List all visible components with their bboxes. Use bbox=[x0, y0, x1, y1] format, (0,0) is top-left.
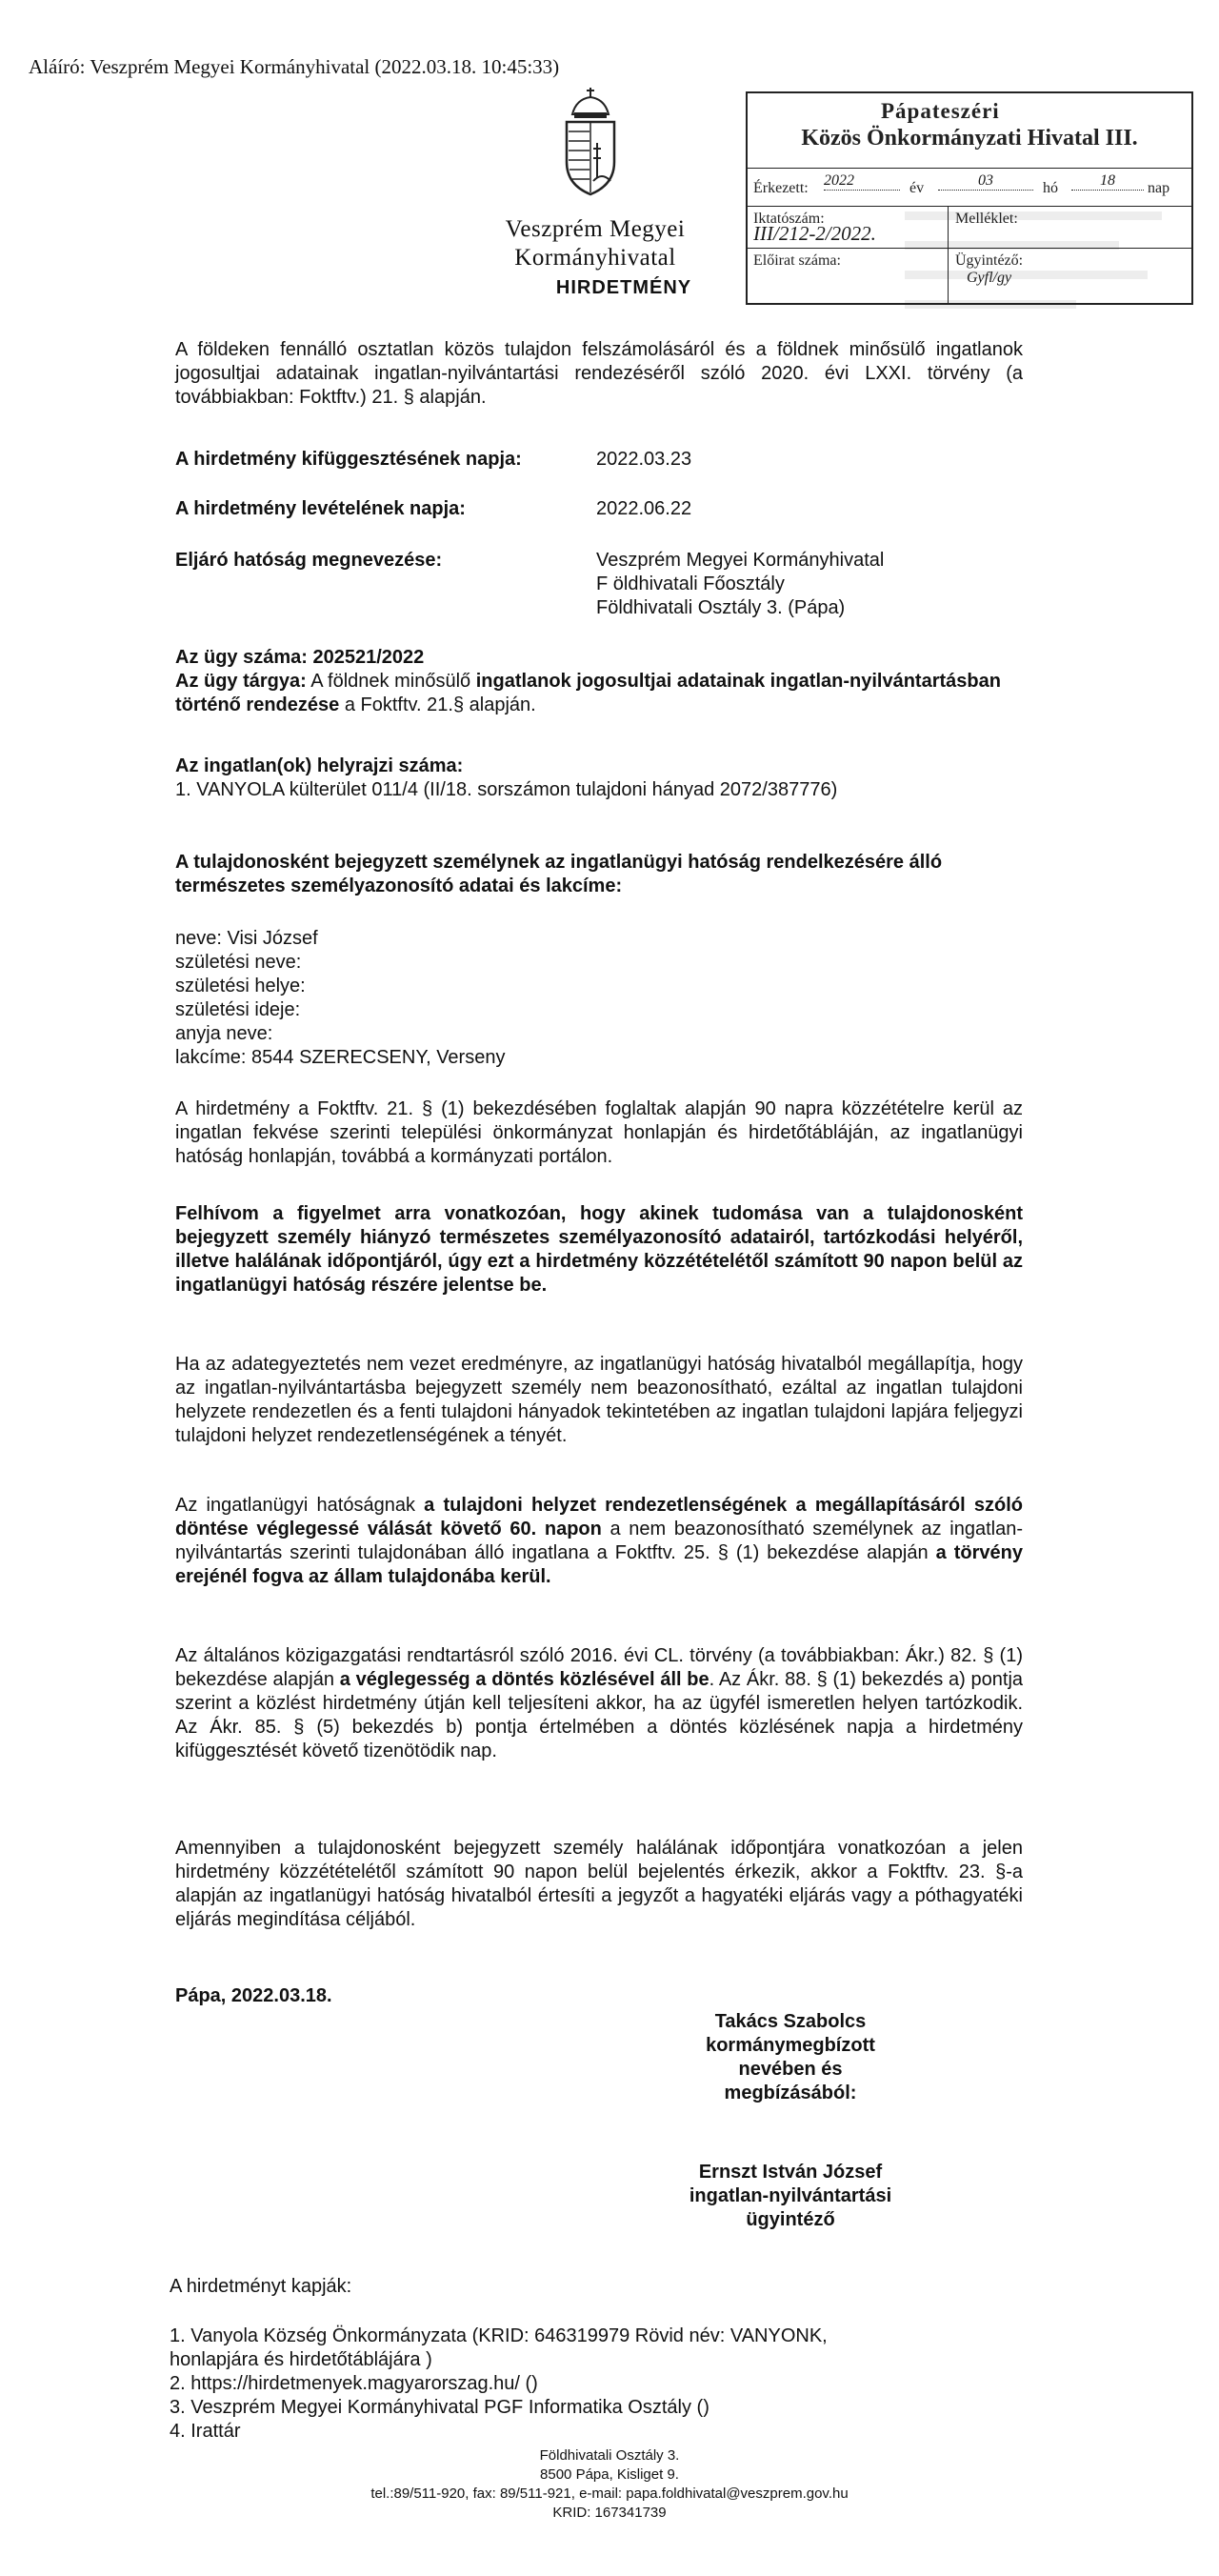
posting-label: A hirdetmény kifüggesztésének napja: bbox=[175, 449, 522, 470]
recipient-3: 3. Veszprém Megyei Kormányhivatal PGF Informatika Osztály () bbox=[170, 2397, 709, 2418]
receipt-stamp bbox=[746, 91, 1193, 305]
footer bbox=[324, 2446, 895, 2523]
footer-line-4: KRID: 167341739 bbox=[552, 2505, 667, 2521]
office-line-2: Kormányhivatal bbox=[514, 245, 676, 271]
authority-line-1: Veszprém Megyei Kormányhivatal bbox=[596, 550, 885, 571]
owner-birth-place: születési helye: bbox=[175, 976, 306, 996]
case-subject bbox=[175, 670, 1023, 717]
recipient-1-line-1: 1. Vanyola Község Önkormányzata (KRID: 646319979 Rövid név: VANYONK, bbox=[170, 2325, 828, 2346]
publication-paragraph: A hirdetmény a Foktftv. 21. § (1) bekezdésében foglaltak alapján 90 napra közzétételre kerül az ingatlan fekvése szerinti települési önkormányzat honlapján és hirdetőtábláján, az ingatlanügyi hatóság honlapján, továbbá a kormányzati portálon. bbox=[175, 1098, 1023, 1167]
state-ownership-text-2: a nem beazonosítható személynek az ingatlan- nyilvántartás szerinti tulajdonában álló ingatlana a Foktftv. 25. § (1) bekezdése alapján bbox=[175, 1519, 1023, 1563]
parcel-item: 1. VANYOLA külterület 011/4 (II/18. sorszámon tulajdoni hányad 2072/387776) bbox=[175, 779, 838, 800]
posting-date: 2022.03.23 bbox=[596, 449, 692, 470]
stamp-line-2: Közös Önkormányzati Hivatal III. bbox=[801, 126, 1138, 151]
received-year: 2022 bbox=[824, 172, 900, 191]
day-label: nap bbox=[1148, 180, 1170, 196]
authority-line-2: F öldhivatali Főosztály bbox=[596, 574, 785, 594]
state-ownership-paragraph bbox=[175, 1494, 1023, 1589]
clerk-label: Ügyintéző: bbox=[955, 252, 1024, 269]
principal-name: Takács Szabolcs bbox=[714, 2011, 867, 2032]
stamp-registration-row bbox=[748, 206, 1191, 249]
finality-text-1: Az általános közigazgatási rendtartásról szóló 2016. évi CL. törvény (a továbbiakban: Ákr.) 82. § (1) bekezdése alapján bbox=[175, 1645, 1023, 1690]
office-line-1: Veszprém Megyei bbox=[505, 216, 686, 242]
stamp-clerk-row bbox=[748, 248, 1191, 304]
stamp-received-row bbox=[748, 168, 1191, 207]
state-ownership-bold-2: a törvény erejénél fogva az állam tulajdonába kerül. bbox=[175, 1542, 1024, 1587]
state-ownership-bold-1: a tulajdoni helyzet rendezetlenségének a megállapításáról szóló döntése véglegessé válását követő 60. napon bbox=[175, 1495, 1023, 1540]
case-number-label: Az ügy száma: bbox=[175, 647, 308, 668]
recipient-2: 2. https://hirdetmenyek.magyarorszag.hu/ () bbox=[170, 2373, 538, 2394]
document-title: HIRDETMÉNY bbox=[555, 277, 692, 298]
intro-paragraph: A földeken fennálló osztatlan közös tulajdon felszámolásáról és a földnek minősülő ingatlanok jogosultjai adatainak ingatlan-nyilvántartási rendezéséről szóló 2020. évi LXXI. törvény (a továbbiakban: Foktftv.) 21. § alapján. bbox=[175, 339, 1023, 408]
place-and-date: Pápa, 2022.03.18. bbox=[175, 1985, 332, 2006]
footer-line-1: Földhivatali Osztály 3. bbox=[539, 2447, 680, 2464]
coat-of-arms-icon bbox=[557, 86, 624, 198]
recipient-4: 4. Irattár bbox=[170, 2421, 241, 2442]
signer-line: Aláíró: Veszprém Megyei Kormányhivatal (2022.03.18. 10:45:33) bbox=[29, 55, 560, 78]
state-ownership-text-1: Az ingatlanügyi hatóságnak bbox=[175, 1495, 425, 1516]
case-subject-part-2: ingatlanok jogosultjai adatainak ingatlan-nyilvántartásban történő rendezése bbox=[175, 671, 1001, 715]
issuing-office bbox=[486, 215, 705, 272]
owner-heading: A tulajdonosként bejegyzett személynek az ingatlanügyi hatóság rendelkezésére álló természetes személyazonosító adatai és lakcíme: bbox=[175, 852, 943, 896]
probate-paragraph: Amennyiben a tulajdonosként bejegyzett személy halálának időpontjára vonatkozóan a jelen hirdetmény közzétételétől számított 90 napon belül bejelentés érkezik, akkor a Foktftv. 23. §-a alapján az ingatlanügyi hatóság hivatalból értesíti a jegyzőt a hagyatéki eljárás vagy a póthagyatéki eljárás megindítása céljából. bbox=[175, 1838, 1023, 1930]
principal-line-4: megbízásából: bbox=[724, 2083, 857, 2103]
case-subject-label: Az ügy tárgya: bbox=[175, 671, 307, 692]
case-subject-part-1: A földnek minősülő bbox=[310, 671, 471, 692]
owner-name: neve: Visi József bbox=[175, 928, 318, 949]
clerk-name: Ernszt István József bbox=[698, 2162, 883, 2183]
recipients-heading: A hirdetményt kapják: bbox=[170, 2276, 352, 2297]
case-number bbox=[175, 646, 1023, 670]
received-month: 03 bbox=[938, 172, 1033, 191]
owner-mother-name: anyja neve: bbox=[175, 1023, 273, 1044]
recipient-1-line-2: honlapjára és hirdetőtáblájára ) bbox=[170, 2349, 432, 2370]
authority-label: Eljáró hatóság megnevezése: bbox=[175, 550, 443, 571]
notice-call-paragraph: Felhívom a figyelmet arra vonatkozóan, hogy akinek tudomása van a tulajdonosként bejegyzett személy hiányzó természetes személyazonosító adatairól, tartózkodási helyéről, illetve halálának időpontjáról, úgy ezt a hirdetmény közzétételétől számított 90 napon belül az ingatlanügyi hatóság részére jelentse be. bbox=[175, 1203, 1023, 1296]
footer-line-3: tel.:89/511-920, fax: 89/511-921, e-mail: papa.foldhivatal@veszprem.gov.hu bbox=[370, 2485, 849, 2502]
clerk-role-1: ingatlan-nyilvántartási bbox=[689, 2185, 892, 2206]
unidentified-owner-paragraph: Ha az adategyeztetés nem vezet eredményre, az ingatlanügyi hatóság hivatalból megállapítja, hogy az ingatlan-nyilvántartásba bejegyzett személy nem beazonosítható, ezáltal az ingatlan tulajdoni helyzete rendezetlen és a fenti tulajdoni hányadok tekintetében az ingatlan tulajdoni lapjára feljegyzi tulajdoni helyzet rendezetlenségének a tényét. bbox=[175, 1354, 1023, 1446]
parcel-label: Az ingatlan(ok) helyrajzi száma: bbox=[175, 755, 464, 776]
removal-label: A hirdetmény levételének napja: bbox=[175, 498, 466, 519]
principal-role: kormánymegbízott bbox=[706, 2035, 875, 2056]
previous-doc-label: Előirat száma: bbox=[753, 252, 841, 269]
stamp-divider bbox=[948, 206, 949, 303]
case-subject-part-3: a Foktftv. 21.§ alapján. bbox=[344, 694, 536, 715]
case-number-value: 202521/2022 bbox=[312, 647, 425, 668]
received-day: 18 bbox=[1071, 172, 1144, 191]
month-label: hó bbox=[1043, 180, 1058, 196]
owner-birth-date: születési ideje: bbox=[175, 999, 301, 1020]
registration-number: III/212-2/2022. bbox=[753, 222, 876, 245]
owner-address: lakcíme: 8544 SZERECSENY, Verseny bbox=[175, 1047, 506, 1068]
signature-block-clerk bbox=[648, 2161, 933, 2232]
year-label: év bbox=[909, 180, 925, 196]
clerk-signature: Gyfl/gy bbox=[967, 270, 1012, 286]
received-label: Érkezett: bbox=[753, 180, 809, 196]
stamp-line-1: Pápateszéri bbox=[881, 99, 1000, 123]
footer-line-2: 8500 Pápa, Kisliget 9. bbox=[540, 2466, 679, 2483]
registration-label: Iktatószám: bbox=[753, 211, 825, 227]
signature-block-principal bbox=[676, 2010, 905, 2105]
removal-date: 2022.06.22 bbox=[596, 498, 692, 519]
clerk-role-2: ügyintéző bbox=[746, 2209, 835, 2230]
authority-line-3: Földhivatali Osztály 3. (Pápa) bbox=[596, 597, 846, 618]
finality-paragraph bbox=[175, 1644, 1023, 1763]
finality-text-2: . Az Ákr. 88. § (1) bekezdés a) pontja szerint a közlést hirdetmény útján kell teljesíteni akkor, ha az ügyfél ismeretlen helyen tartózkodik. Az Ákr. 85. § (5) bekezdés b) pontja értelmében a döntés közlésének napja a hirdetmény kifüggesztését követő tizenötödik nap. bbox=[175, 1669, 1024, 1761]
owner-birth-name: születési neve: bbox=[175, 952, 302, 973]
attachment-label: Melléklet: bbox=[955, 211, 1018, 227]
principal-line-3: nevében és bbox=[738, 2059, 843, 2080]
finality-bold: a véglegesség a döntés közlésével áll be bbox=[339, 1669, 709, 1690]
